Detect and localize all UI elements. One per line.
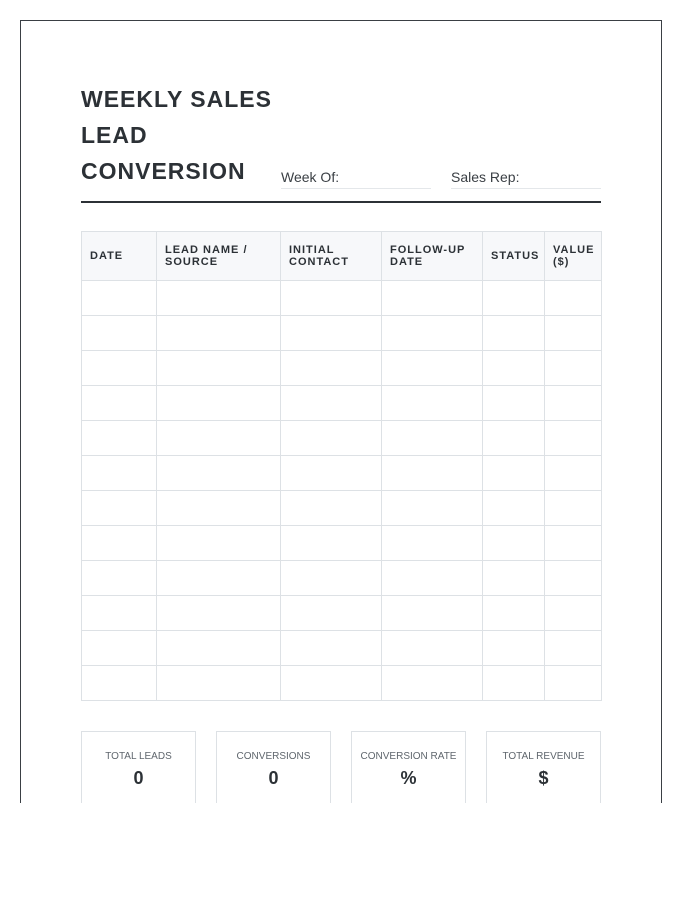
title-line: CONVERSION <box>81 158 246 184</box>
summary-conversions <box>216 731 331 803</box>
cell-date[interactable] <box>82 316 157 351</box>
cell-lead-name[interactable] <box>157 491 281 526</box>
cell-value[interactable] <box>545 386 602 421</box>
cell-follow-up-date[interactable] <box>382 386 483 421</box>
cell-initial-contact[interactable] <box>281 386 382 421</box>
cell-lead-name[interactable] <box>157 666 281 701</box>
cell-date[interactable] <box>82 561 157 596</box>
cell-follow-up-date[interactable] <box>382 631 483 666</box>
cell-value[interactable] <box>545 631 602 666</box>
cell-follow-up-date[interactable] <box>382 491 483 526</box>
cell-initial-contact[interactable] <box>281 526 382 561</box>
title-line: LEAD <box>81 122 148 148</box>
cell-date[interactable] <box>82 491 157 526</box>
cell-value[interactable] <box>545 421 602 456</box>
cell-follow-up-date[interactable] <box>382 456 483 491</box>
table-row <box>82 316 602 351</box>
cell-initial-contact[interactable] <box>281 666 382 701</box>
table-row <box>82 561 602 596</box>
column-header-follow-up-date: FOLLOW-UP DATE <box>382 232 483 281</box>
summary-value: 0 <box>268 768 279 788</box>
cell-follow-up-date[interactable] <box>382 281 483 316</box>
cell-initial-contact[interactable] <box>281 421 382 456</box>
cell-value[interactable] <box>545 526 602 561</box>
cell-lead-name[interactable] <box>157 386 281 421</box>
table-body <box>82 281 602 701</box>
table-row <box>82 386 602 421</box>
cell-date[interactable] <box>82 456 157 491</box>
cell-status[interactable] <box>483 526 545 561</box>
cell-date[interactable] <box>82 421 157 456</box>
table-row <box>82 491 602 526</box>
cell-follow-up-date[interactable] <box>382 421 483 456</box>
cell-status[interactable] <box>483 631 545 666</box>
column-header-initial-contact: INITIAL CONTACT <box>281 232 382 281</box>
cell-status[interactable] <box>483 666 545 701</box>
table-row <box>82 666 602 701</box>
cell-initial-contact[interactable] <box>281 316 382 351</box>
cell-lead-name[interactable] <box>157 281 281 316</box>
column-header-lead-name: LEAD NAME / SOURCE <box>157 232 281 281</box>
cell-status[interactable] <box>483 456 545 491</box>
table-row <box>82 421 602 456</box>
table-row <box>82 526 602 561</box>
cell-lead-name[interactable] <box>157 596 281 631</box>
cell-lead-name[interactable] <box>157 351 281 386</box>
column-header-value: VALUE ($) <box>545 232 602 281</box>
cell-date[interactable] <box>82 281 157 316</box>
cell-lead-name[interactable] <box>157 316 281 351</box>
table-row <box>82 456 602 491</box>
cell-value[interactable] <box>545 456 602 491</box>
cell-value[interactable] <box>545 351 602 386</box>
table-row <box>82 596 602 631</box>
summary-total-revenue <box>486 731 601 803</box>
cell-lead-name[interactable] <box>157 421 281 456</box>
cell-date[interactable] <box>82 386 157 421</box>
cell-lead-name[interactable] <box>157 456 281 491</box>
cell-lead-name[interactable] <box>157 526 281 561</box>
summary-label: TOTAL LEADS <box>105 751 172 762</box>
summary-label: TOTAL REVENUE <box>502 751 585 762</box>
table-row <box>82 631 602 666</box>
lead-log-table <box>81 231 602 701</box>
cell-value[interactable] <box>545 281 602 316</box>
cell-status[interactable] <box>483 491 545 526</box>
cell-follow-up-date[interactable] <box>382 316 483 351</box>
table-row <box>82 281 602 316</box>
cell-follow-up-date[interactable] <box>382 596 483 631</box>
column-header-status: STATUS <box>483 232 545 281</box>
summary-label: CONVERSIONS <box>236 751 311 762</box>
cell-value[interactable] <box>545 316 602 351</box>
table-row <box>82 351 602 386</box>
cell-follow-up-date[interactable] <box>382 526 483 561</box>
cell-date[interactable] <box>82 351 157 386</box>
cell-status[interactable] <box>483 561 545 596</box>
week-of-field[interactable] <box>281 168 431 189</box>
cell-lead-name[interactable] <box>157 631 281 666</box>
cell-status[interactable] <box>483 596 545 631</box>
summary-value: % <box>400 768 417 788</box>
summary-label: CONVERSION RATE <box>360 751 457 762</box>
summary-value: $ <box>538 768 549 788</box>
cell-status[interactable] <box>483 316 545 351</box>
cell-date[interactable] <box>82 666 157 701</box>
cell-initial-contact[interactable] <box>281 281 382 316</box>
summary-conversion-rate <box>351 731 466 803</box>
cell-date[interactable] <box>82 631 157 666</box>
cell-initial-contact[interactable] <box>281 596 382 631</box>
page-title <box>81 81 286 189</box>
cell-initial-contact[interactable] <box>281 561 382 596</box>
cell-lead-name[interactable] <box>157 561 281 596</box>
summary-value: 0 <box>133 768 144 788</box>
cell-value[interactable] <box>545 666 602 701</box>
cell-date[interactable] <box>82 596 157 631</box>
sheet-header <box>81 81 601 203</box>
sales-log-sheet <box>20 20 662 803</box>
cell-value[interactable] <box>545 596 602 631</box>
table-header-row <box>82 232 602 281</box>
sales-rep-field[interactable] <box>451 168 601 189</box>
cell-value[interactable] <box>545 491 602 526</box>
cell-status[interactable] <box>483 421 545 456</box>
cell-status[interactable] <box>483 281 545 316</box>
cell-initial-contact[interactable] <box>281 351 382 386</box>
cell-initial-contact[interactable] <box>281 456 382 491</box>
cell-value[interactable] <box>545 561 602 596</box>
summary-total-leads <box>81 731 196 803</box>
week-of-label: Week Of: <box>281 169 340 185</box>
cell-status[interactable] <box>483 351 545 386</box>
cell-initial-contact[interactable] <box>281 631 382 666</box>
cell-follow-up-date[interactable] <box>382 351 483 386</box>
cell-initial-contact[interactable] <box>281 491 382 526</box>
title-line: WEEKLY SALES <box>81 86 272 112</box>
sales-rep-label: Sales Rep: <box>451 169 520 185</box>
cell-date[interactable] <box>82 526 157 561</box>
cell-follow-up-date[interactable] <box>382 666 483 701</box>
column-header-date: DATE <box>82 232 157 281</box>
cell-status[interactable] <box>483 386 545 421</box>
cell-follow-up-date[interactable] <box>382 561 483 596</box>
